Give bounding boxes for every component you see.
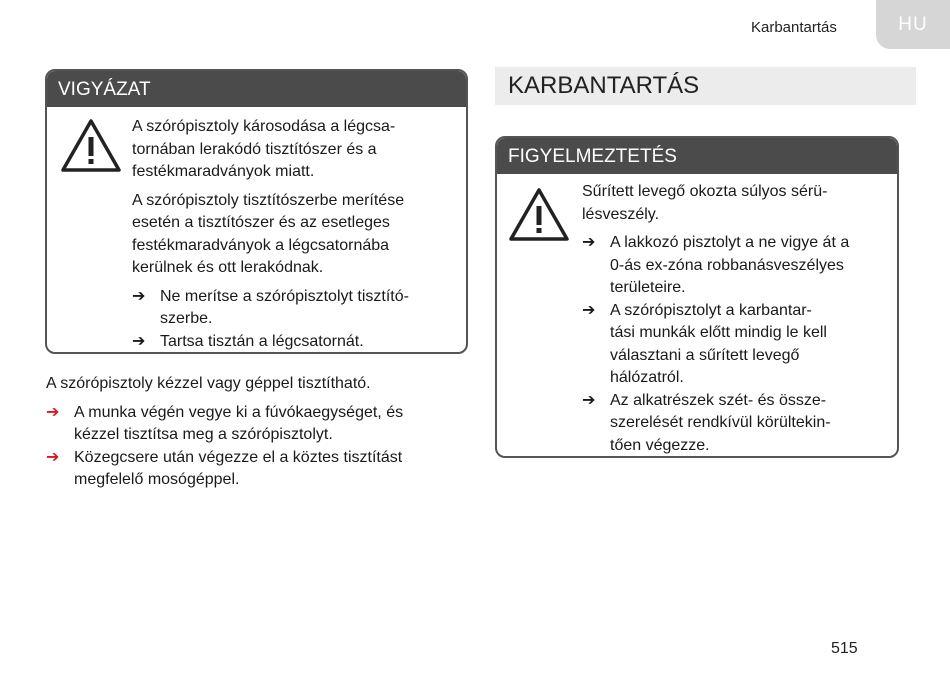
- warning-triangle-icon: [507, 186, 571, 244]
- caution-heading: VIGYÁZAT: [47, 71, 466, 107]
- warning-heading: FIGYELMEZTETÉS: [497, 138, 897, 174]
- arrow-right-icon: ➔: [582, 234, 596, 251]
- list-item: ➔ A szórópisztolyt a karbantar- tási munkák előtt mindig le kell választani a sűrített levegő hálózatról.: [582, 301, 827, 386]
- header-section-title: Karbantartás: [751, 19, 837, 36]
- list-item: ➔ Közegcsere után végezze el a köztes tisztítást megfelelő mosógéppel.: [46, 448, 403, 488]
- list-item: ➔ Az alkatrészek szét- és össze- szerelését rendkívül körültekin- tően végezze.: [582, 391, 831, 454]
- warning-body: [582, 181, 894, 457]
- caution-body: [132, 116, 462, 353]
- arrow-right-icon: ➔: [132, 287, 146, 305]
- warning-box: [495, 136, 899, 458]
- warning-intro: Sűrített levegő okozta súlyos sérü- lésveszély.: [582, 183, 828, 223]
- list-item: ➔ Tartsa tisztán a légcsatornát.: [132, 331, 462, 354]
- arrow-right-icon: ➔: [46, 403, 60, 421]
- list-item: ➔ A munka végén vegye ki a fúvókaegységet, és kézzel tisztítsa meg a szórópisztolyt.: [46, 403, 404, 443]
- arrow-right-icon: ➔: [582, 391, 596, 409]
- warning-triangle-icon: [59, 117, 123, 175]
- section-title: KARBANTARTÁS: [495, 67, 916, 105]
- arrow-right-icon: ➔: [582, 301, 596, 319]
- cleaning-intro: A szórópisztoly kézzel vagy géppel tisztítható.: [46, 375, 371, 392]
- list-item: ➔ Ne merítse a szórópisztolyt tisztító- szerbe.: [132, 287, 409, 327]
- cleaning-text: [46, 373, 466, 492]
- caution-box: [45, 69, 468, 354]
- list-item: ➔ A lakkozó pisztolyt a ne vigye át a 0-ás ex-zóna robbanásveszélyes területeire.: [582, 234, 850, 296]
- caution-paragraph-2: A szórópisztoly tisztítószerbe merítése esetén a tisztítószer és az esetleges festékmaradványok a légcsatornába kerülnek és ott lerakódnak.: [132, 191, 405, 276]
- arrow-right-icon: ➔: [132, 332, 146, 350]
- caution-instructions: [132, 286, 462, 354]
- page-number: 515: [831, 640, 858, 657]
- language-tab: HU: [876, 0, 950, 49]
- caution-paragraph-1: A szórópisztoly károsodása a légcsa- tornában lerakódó tisztítószer és a festékmaradványok miatt.: [132, 118, 396, 180]
- arrow-right-icon: ➔: [46, 448, 60, 466]
- warning-instructions: [582, 232, 894, 457]
- cleaning-instructions: [46, 402, 466, 492]
